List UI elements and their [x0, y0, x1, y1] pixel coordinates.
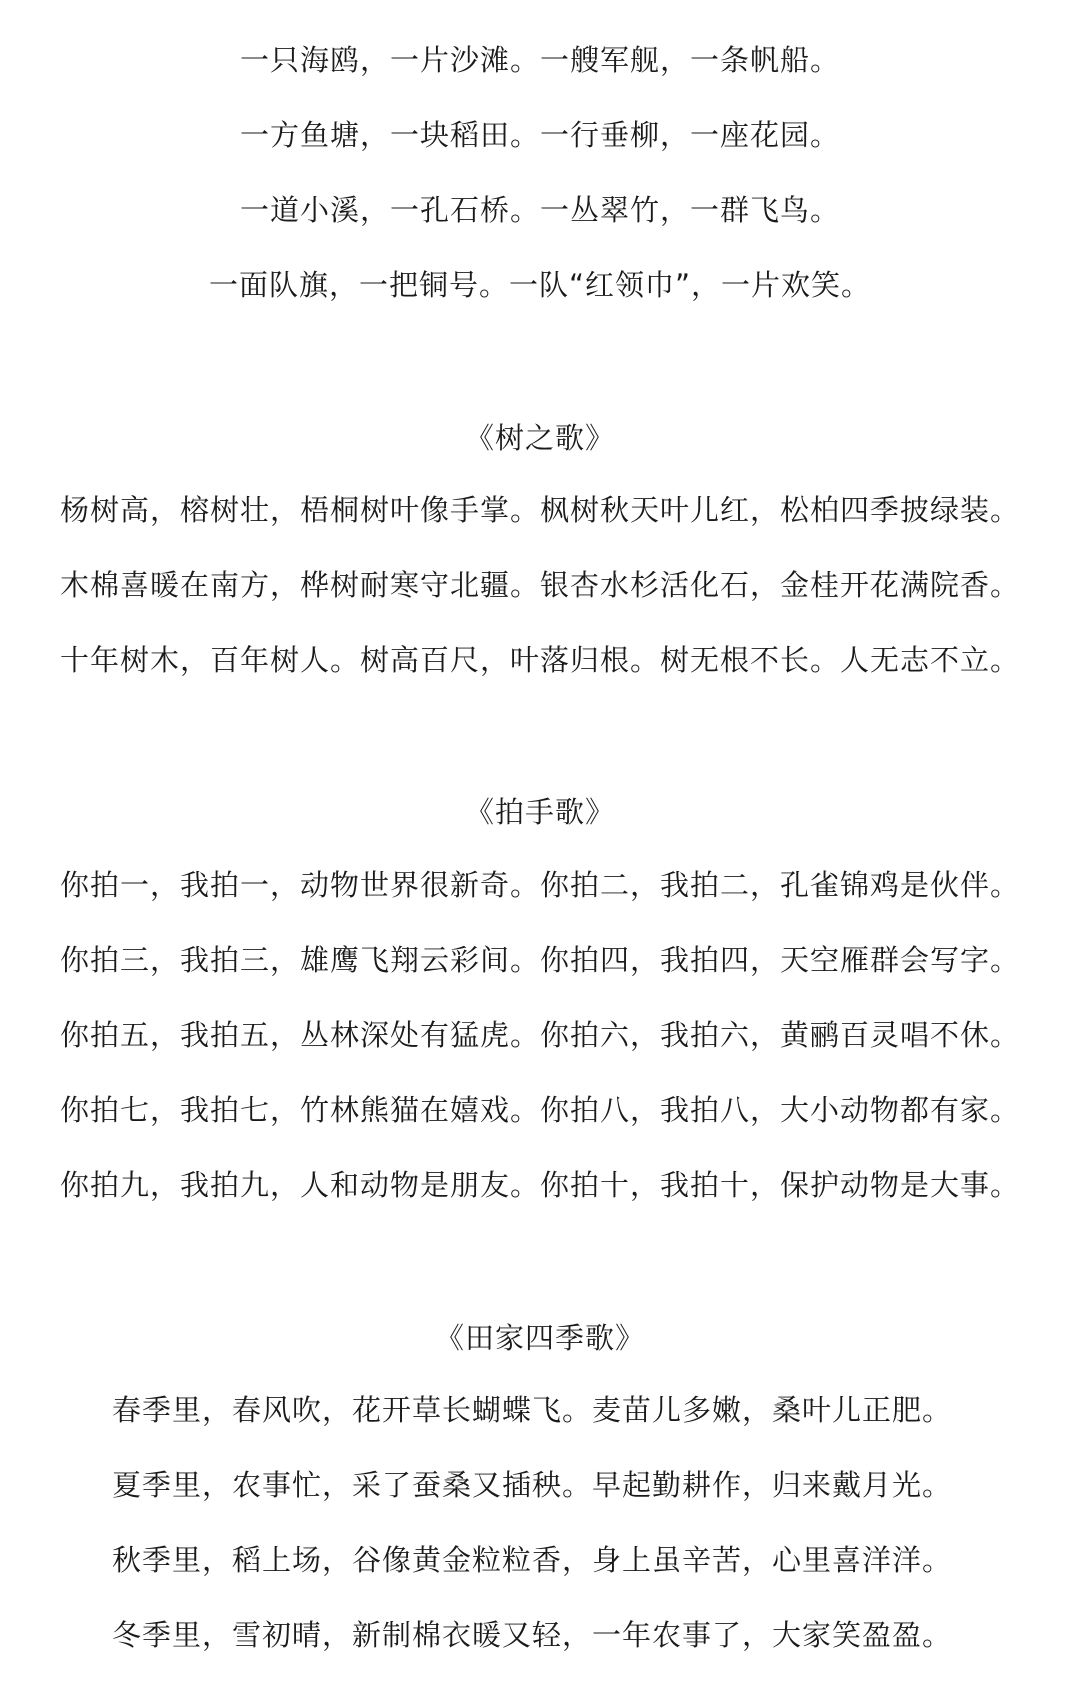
- poem-line: 木棉喜暖在南方，桦树耐寒守北疆。银杏水杉活化石，金桂开花满院香。: [59, 568, 1020, 602]
- poem-line: 一方鱼塘，一块稻田。一行垂柳，一座花园。: [239, 118, 840, 152]
- poem-line: 你拍七，我拍七，竹林熊猫在嬉戏。你拍八，我拍八，大小动物都有家。: [59, 1093, 1020, 1127]
- poem-line: 春季里，春风吹，花开草长蝴蝶飞。麦苗儿多嫩，桑叶儿正肥。: [111, 1393, 952, 1427]
- poem-line: 秋季里，稻上场，谷像黄金粒粒香，身上虽辛苦，心里喜洋洋。: [111, 1543, 952, 1577]
- poem-line: 冬季里，雪初晴，新制棉衣暖又轻，一年农事了，大家笑盈盈。: [111, 1618, 952, 1652]
- poem-line: 夏季里，农事忙，采了蚕桑又插秧。早起勤耕作，归来戴月光。: [111, 1468, 952, 1502]
- poem-line: 你拍一，我拍一，动物世界很新奇。你拍二，我拍二，孔雀锦鸡是伙伴。: [59, 868, 1020, 902]
- poem-line: 一只海鸥，一片沙滩。一艘军舰，一条帆船。: [239, 43, 840, 77]
- section-title-tree-song: 《树之歌》: [464, 421, 615, 455]
- poem-line: 十年树木，百年树人。树高百尺，叶落归根。树无根不长。人无志不立。: [59, 643, 1020, 677]
- poem-line: 一道小溪，一孔石桥。一丛翠竹，一群飞鸟。: [239, 193, 840, 227]
- poem-line: 一面队旗，一把铜号。一队“红领巾”，一片欢笑。: [208, 268, 872, 302]
- poem-line: 你拍三，我拍三，雄鹰飞翔云彩间。你拍四，我拍四，天空雁群会写字。: [59, 943, 1020, 977]
- section-title-farm-seasons-song: 《田家四季歌》: [434, 1321, 645, 1355]
- section-title-clapping-song: 《拍手歌》: [464, 795, 615, 829]
- poem-line: 你拍九，我拍九，人和动物是朋友。你拍十，我拍十，保护动物是大事。: [59, 1168, 1020, 1202]
- poem-line: 杨树高，榕树壮，梧桐树叶像手掌。枫树秋天叶儿红，松柏四季披绿装。: [59, 493, 1020, 527]
- poem-line: 你拍五，我拍五，丛林深处有猛虎。你拍六，我拍六，黄鹂百灵唱不休。: [59, 1018, 1020, 1052]
